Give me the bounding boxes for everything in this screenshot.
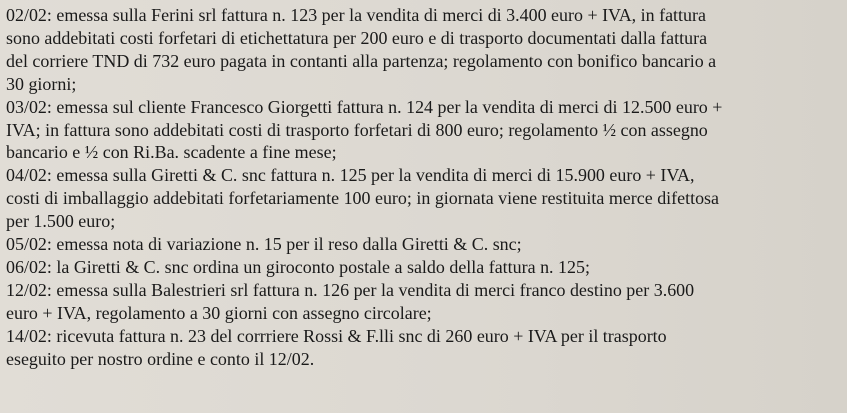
text-line-13: 12/02: emessa sulla Balestrieri srl fattura n. 126 per la vendita di merci franco destino per 3.600 [6, 279, 695, 300]
text-line-1: 02/02: emessa sulla Ferini srl fattura n. 123 per la vendita di merci di 3.400 euro + IVA, in fattura [6, 5, 706, 25]
text-line-7: bancario e ½ con Ri.Ba. scadente a fine mese; [6, 142, 337, 163]
text-line-12: 06/02: la Giretti & C. snc ordina un giroconto postale a saldo della fattura n. 125; [6, 256, 590, 277]
text-line-16: eseguito per nostro ordine e conto il 12/02. [6, 348, 315, 369]
text-line-14: euro + IVA, regolamento a 30 giorni con assegno circolare; [6, 302, 432, 323]
text-line-6: IVA; in fattura sono addebitati costi di trasporto forfetari di 800 euro; regolamento ½ con assegno [6, 119, 708, 140]
text-line-8: 04/02: emessa sulla Giretti & C. snc fattura n. 125 per la vendita di merci di 15.900 euro + IVA, [6, 165, 695, 186]
text-line-15: 14/02: ricevuta fattura n. 23 del corrriere Rossi & F.lli snc di 260 euro + IVA per il trasporto [6, 325, 667, 346]
text-line-11: 05/02: emessa nota di variazione n. 15 per il reso dalla Giretti & C. snc; [6, 234, 522, 255]
text-line-9: costi di imballaggio addebitati forfetariamente 100 euro; in giornata viene restituita merce difettosa [6, 188, 720, 209]
text-line-10: per 1.500 euro; [6, 211, 116, 232]
text-line-3: del corriere TND di 732 euro pagata in contanti alla partenza; regolamento con bonifico bancario a [6, 50, 717, 71]
text-line-5: 03/02: emessa sul cliente Francesco Giorgetti fattura n. 124 per la vendita di merci di 12.500 euro + [6, 96, 723, 117]
text-line-2: sono addebitati costi forfetari di etichettatura per 200 euro e di trasporto documentati dalla fattura [6, 27, 708, 48]
text-line-4: 30 giorni; [6, 73, 77, 94]
